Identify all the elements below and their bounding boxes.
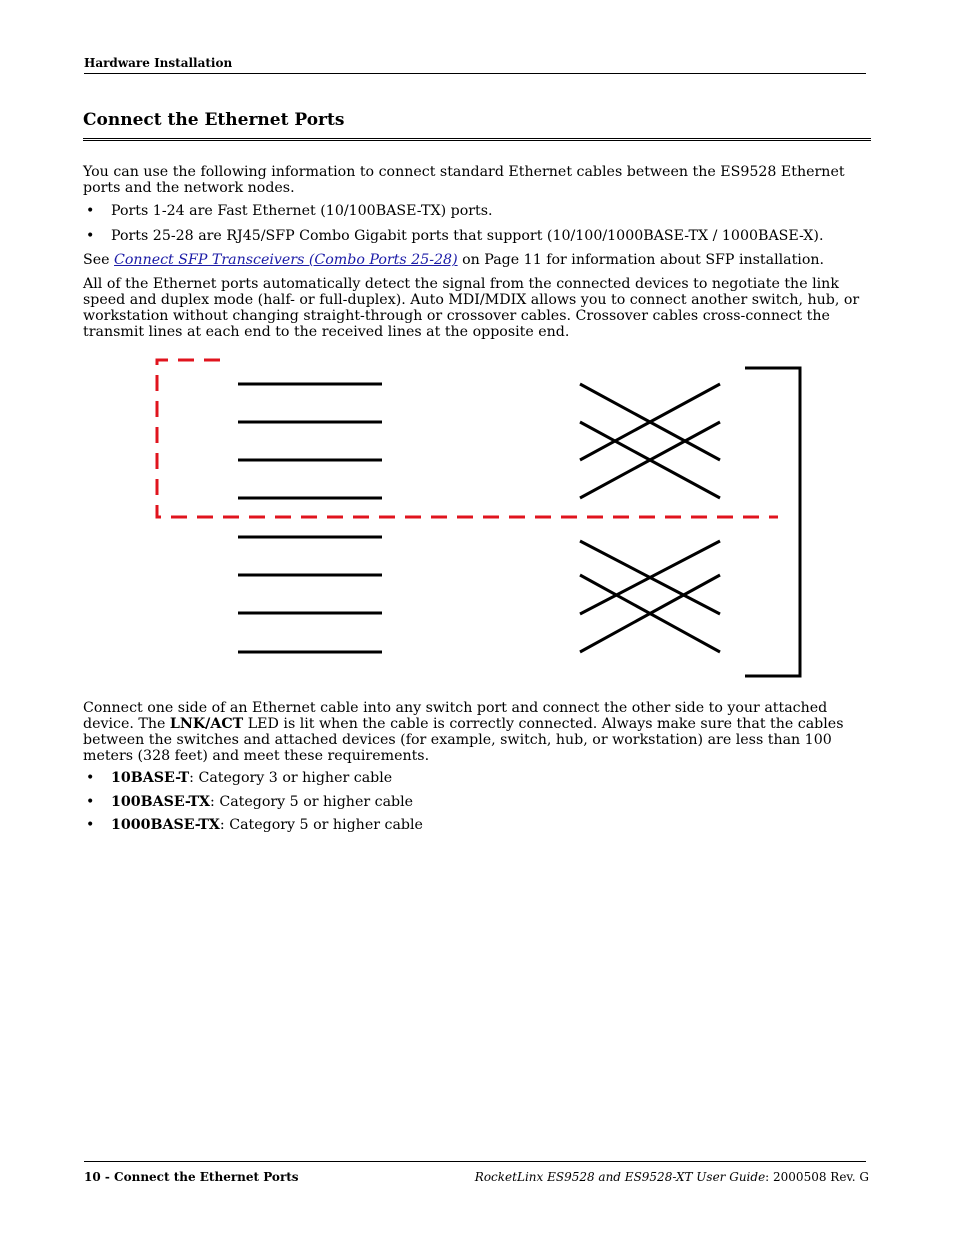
bullet-ports-25-28: Ports 25-28 are RJ45/SFP Combo Gigabit ports that support (10/100/1000BASE-TX / 1000BASE-X). <box>111 228 824 244</box>
connect-paragraph <box>83 700 873 764</box>
footer-rule <box>84 1161 866 1162</box>
requirement-10base-t <box>111 770 871 786</box>
bullet-marker: • <box>86 794 95 810</box>
intro-paragraph: You can use the following information to connect standard Ethernet cables between the ES9528 Ethernet ports and the network nodes. <box>83 164 845 196</box>
footer-doc-title <box>475 1170 869 1184</box>
connect-text-1: Connect one side of an Ethernet cable into any switch port and connect the other side to your attached device. The <box>83 700 828 732</box>
requirement-desc: : Category 3 or higher cable <box>189 770 393 786</box>
see-suffix: on Page 11 for information about SFP installation. <box>457 252 825 268</box>
requirement-1000base-tx <box>111 817 871 833</box>
requirement-standard: 100BASE-TX <box>111 794 211 810</box>
footer-guide-name: RocketLinx ES9528 and ES9528-XT User Guide <box>474 1170 766 1184</box>
requirement-100base-tx <box>111 794 871 810</box>
sfp-link[interactable]: Connect SFP Transceivers (Combo Ports 25-28) <box>114 252 458 268</box>
section-title: Connect the Ethernet Ports <box>83 110 871 141</box>
crossover-lines-bottom <box>580 541 720 652</box>
crossover-lines-top <box>580 384 720 498</box>
requirement-desc: : Category 5 or higher cable <box>219 817 423 833</box>
bullet-marker: • <box>86 228 95 244</box>
see-prefix: See <box>83 252 115 268</box>
bullet-marker: • <box>86 770 95 786</box>
bullet-ports-1-24: Ports 1-24 are Fast Ethernet (10/100BASE-TX) ports. <box>111 203 493 219</box>
requirement-standard: 1000BASE-TX <box>111 817 220 833</box>
requirement-desc: : Category 5 or higher cable <box>210 794 414 810</box>
auto-mdi-paragraph: All of the Ethernet ports automatically detect the signal from the connected devices to negotiate the link speed and duplex mode (half- or full-duplex). Auto MDI/MDIX allows you to connect another switch, hub, or workstation without changing straight-through or crossover cables. Crossover cables cross-connect the transmit lines at each end to the received lines at the opposite end. <box>83 276 860 340</box>
footer-revision: : 2000508 Rev. G <box>765 1170 869 1184</box>
footer-page-label: 10 - Connect the Ethernet Ports <box>84 1170 299 1184</box>
right-bracket <box>745 368 800 676</box>
requirement-standard: 10BASE-T <box>111 770 190 786</box>
connect-text-2: LED is lit when the cable is correctly connected. Always make sure that the cables between the switches and attached devices (for example, switch, hub, or workstation) are less than 100 meters (328 feet) and meet these requirements. <box>83 716 844 764</box>
bullet-marker: • <box>86 203 95 219</box>
running-header: Hardware Installation <box>84 56 866 74</box>
lnk-act-label: LNK/ACT <box>169 716 244 732</box>
bullet-marker: • <box>86 817 95 833</box>
